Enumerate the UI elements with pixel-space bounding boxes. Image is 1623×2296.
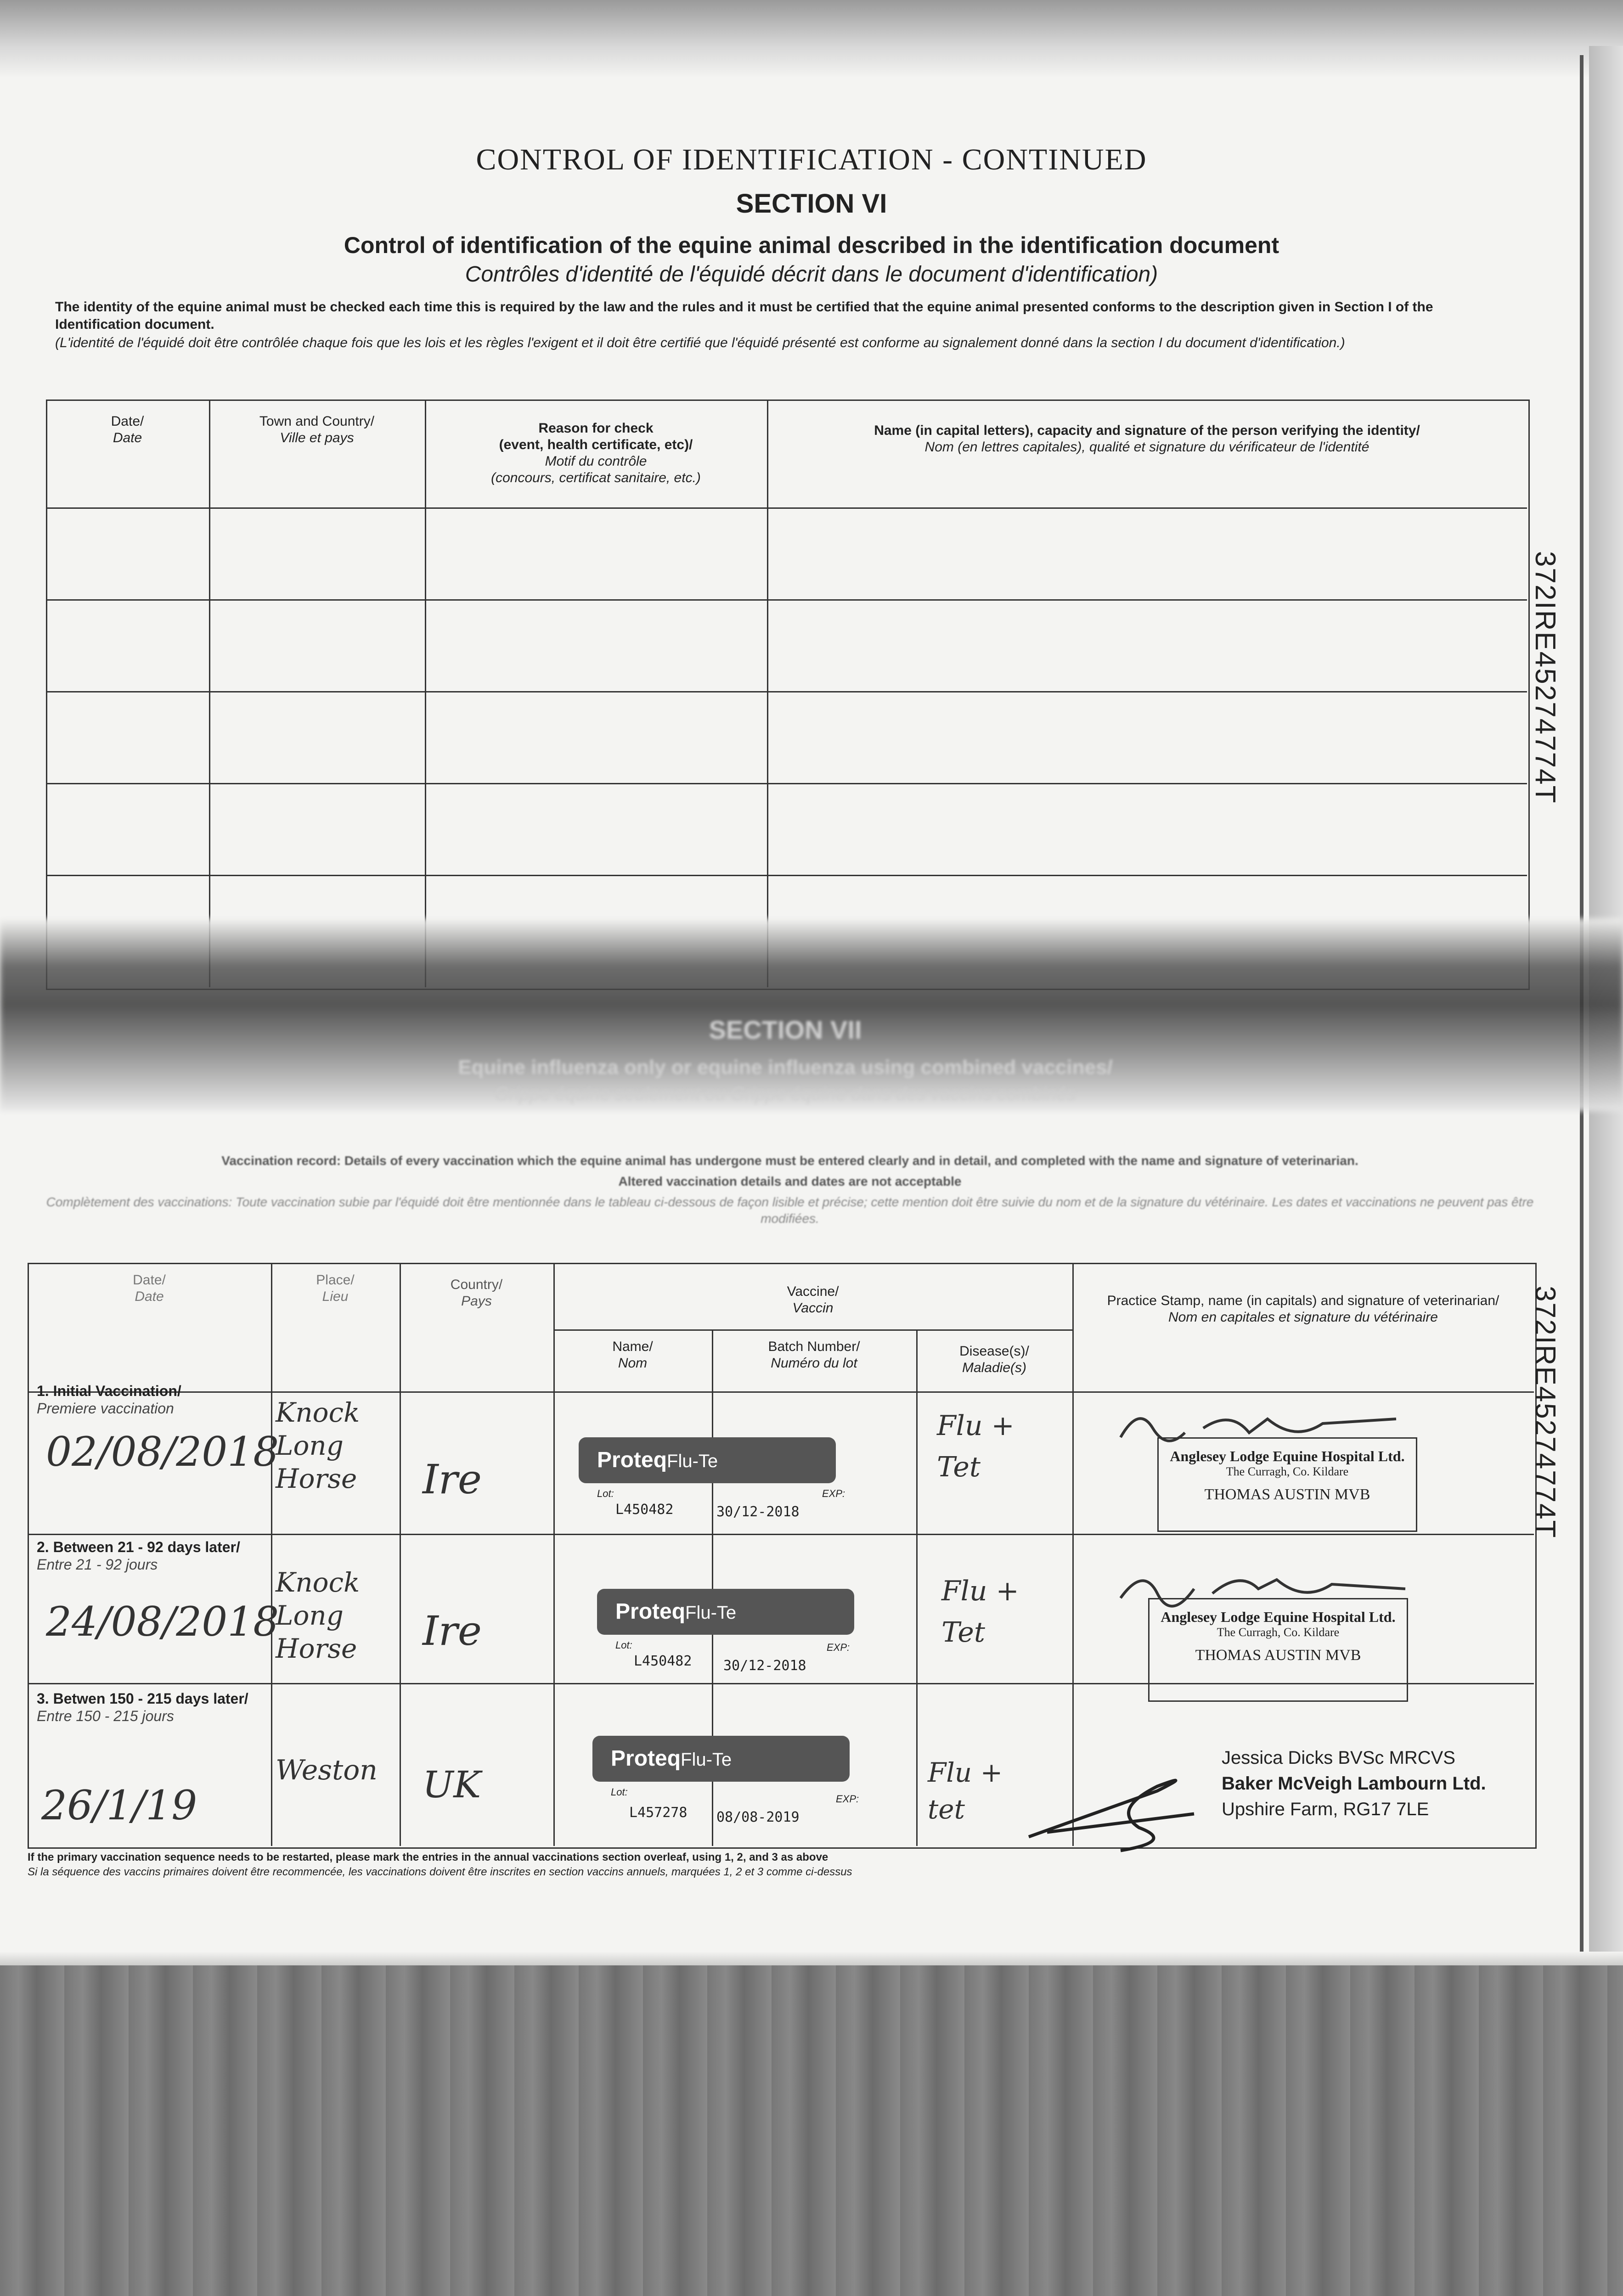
col-header-town: Town and Country/ Ville et pays [259,414,375,445]
vac-col-header-country: Country/ Pays [450,1277,503,1309]
vaccine-label-sticker: ProteqFlu-Te [579,1437,836,1483]
vaccination-date: 02/08/2018 [46,1428,279,1475]
vaccination-date: 24/08/2018 [46,1598,279,1645]
lot-label: Lot: [611,1786,628,1798]
scan-shadow-top [0,0,1623,78]
vaccination-altered-para: Altered vaccination details and dates are not acceptable [618,1174,962,1188]
footnote-en: If the primary vaccination sequence needs to be restarted, please mark the entries in the annual vaccinations section overleaf, using 1, 2, and 3 as above [28,1851,828,1863]
intro-paragraph-fr: (L'identité de l'équidé doit être contrôlée chaque fois que les lois et les règles l'exigent et il doit être certifié que l'équidé présenté est conforme au signalement donné dans la section I du document d'identification.) [55,335,1345,350]
vet-name-block: Jessica Dicks BVSc MRCVS Baker McVeigh Lambourn Ltd. Upshire Farm, RG17 7LE [1222,1748,1486,1819]
batch-expiry: 30/12-2018 [723,1658,806,1674]
vaccination-place: Knock Long Horse [276,1567,360,1664]
row-label: 2. Between 21 - 92 days later/ Entre 21 - 92 jours [37,1539,240,1573]
section-title: SECTION VI [736,189,887,219]
intro-paragraph-en: The identity of the equine animal must be checked each time this is required by the law and the rules and it must be certified that the equine animal presented conforms to the description given in Section I of the Identification document. [55,299,1433,332]
vaccination-country: UK [423,1763,481,1806]
col-header-reason: Reason for check (event, health certificate, etc)/ Motif du contrôle (concours, certificat sanitaire, etc.) [491,421,701,485]
section-vii-subtitle-fr: Grippe équine seulement ou Grippe équine dans des vaccins combinés [495,1084,1076,1104]
section-subtitle-en: Control of identification of the equine animal described in the identification document [344,232,1279,258]
lot-label: Lot: [597,1488,614,1499]
row-label: 3. Betwen 150 - 215 days later/ Entre 150 - 215 jours [37,1690,248,1724]
practice-stamp: Anglesey Lodge Equine Hospital Ltd. The Curragh, Co. Kildare THOMAS AUSTIN MVB [1148,1598,1408,1702]
vaccination-place: Knock Long Horse [276,1397,360,1494]
footnote-fr: Si la séquence des vaccins primaires doivent être recommencée, les vaccinations doivent être inscrites en section vaccins annuels, marquées 1, 2 et 3 comme ci-dessus [28,1866,852,1878]
batch-expiry: 08/08-2019 [716,1809,800,1825]
lot-label: Lot: [615,1639,632,1651]
vet-signature-icon [1020,1763,1222,1855]
vaccination-record-para: Vaccination record: Details of every vaccination which the equine animal has undergone must be entered clearly and in detail, and completed with the name and signature of veterinarian. [221,1154,1358,1168]
section-vii-title: SECTION VII [709,1015,862,1044]
vac-col-header-stamp: Practice Stamp, name (in capitals) and signature of veterinarian/ Nom en capitales et signature du vétérinaire [1107,1293,1499,1325]
exp-label: EXP: [822,1488,845,1499]
col-header-verifier: Name (in capital letters), capacity and signature of the person verifying the identity/ Nom (en lettres capitales), qualité et signature du vérificateur de l'identité [874,423,1420,455]
vaccination-country: Ire [423,1456,482,1503]
vac-col-header-vaccine: Vaccine/ Vaccin [787,1284,839,1316]
vaccination-place: Weston [276,1754,378,1786]
batch-number: L450482 [615,1502,674,1518]
vac-col-header-place: Place/ Lieu [316,1272,355,1304]
exp-label: EXP: [827,1642,850,1653]
scan-shadow-bottom [0,1965,1623,2296]
row-label: 1. Initial Vaccination/ Premiere vaccination [37,1383,181,1417]
batch-number: L450482 [634,1653,692,1669]
vaccination-country: Ire [423,1607,482,1654]
disease: Flu + tet [928,1757,1003,1825]
section-vii-subtitle-en: Equine influenza only or equine influenza using combined vaccines/ [458,1056,1113,1079]
vac-col-header-date: Date/ Date [133,1272,166,1304]
vac-col-header-batch: Batch Number/ Numéro du lot [768,1339,860,1371]
vaccination-record-para-fr: Complètement des vaccinations: Toute vaccination subie par l'équidé doit être mentionnée dans le tableau ci-dessous de façon lisible et précise; cette mention doit être suivie du nom et de la signature du vétérinaire. Les dates et vaccinations ne peuvent pas être modifiées. [46,1195,1534,1226]
section-subtitle-fr: Contrôles d'identité de l'équidé décrit dans le document d'identification) [465,262,1158,287]
vaccine-label-sticker: ProteqFlu-Te [597,1589,854,1635]
batch-number: L457278 [629,1805,688,1821]
vaccine-label-sticker: ProteqFlu-Te [592,1736,850,1782]
col-header-date: Date/ Date [111,414,144,445]
vac-col-header-disease: Disease(s)/ Maladie(s) [959,1344,1029,1375]
page-title: CONTROL OF IDENTIFICATION - CONTINUED [476,143,1147,176]
exp-label: EXP: [836,1793,859,1805]
vaccination-date: 26/1/19 [41,1782,197,1829]
batch-expiry: 30/12-2018 [716,1504,800,1520]
disease: Flu + Tet [941,1575,1019,1649]
id-number-top: 372IRE45274774T [1529,551,1561,804]
practice-stamp: Anglesey Lodge Equine Hospital Ltd. The Curragh, Co. Kildare THOMAS AUSTIN MVB [1157,1437,1417,1532]
disease: Flu + Tet [937,1410,1014,1483]
vac-col-header-name: Name/ Nom [612,1339,653,1371]
id-number-bottom: 372IRE45274774T [1529,1286,1561,1539]
